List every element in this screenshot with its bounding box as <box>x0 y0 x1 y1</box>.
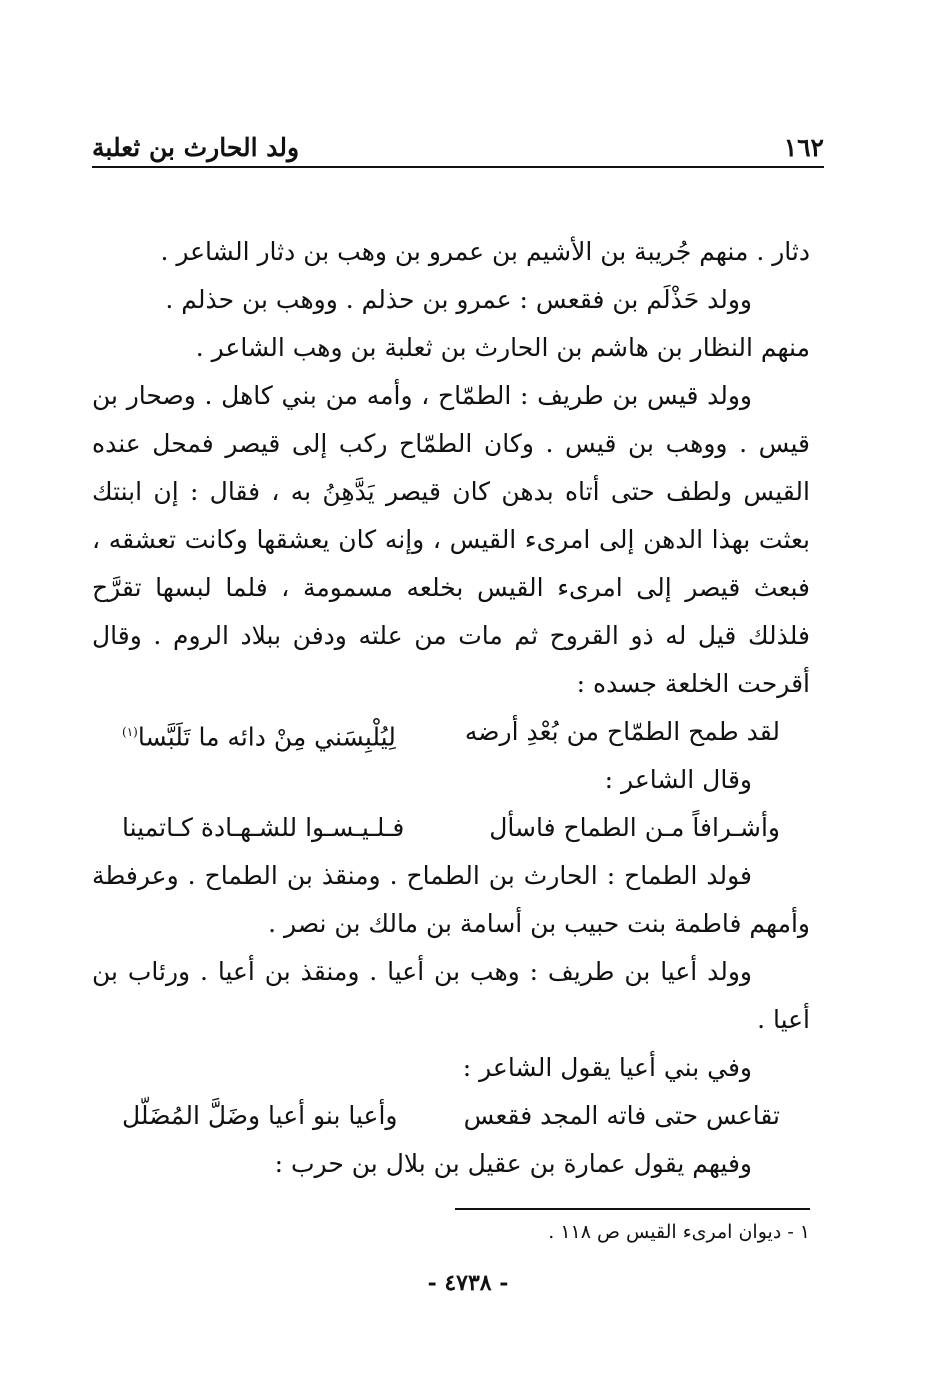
footnote: ١ - ديوان امرىء القيس ص ١١٨ . <box>548 1221 810 1243</box>
text-line: وفيهم يقول عمارة بن عقيل بن بلال بن حرب : <box>274 1149 752 1178</box>
header-divider <box>92 166 824 168</box>
text-line: بعثت بهذا الدهن إلى امرىء القيس ، وإنه كان يعشقها وكانت تعشقه ، <box>92 525 810 554</box>
verse-second-hemistich: وأعيا بنو أعيا وضَلَّ المُضَلّل <box>122 1101 398 1130</box>
text-line: فبعث قيصر إلى امرىء القيس بخلعه مسمومة ، فلما لبسها تقرَّح <box>92 573 810 602</box>
text-line: وأمهم فاطمة بنت حبيب بن أسامة بن مالك بن نصر . <box>268 909 810 938</box>
header-page-number: ١٦٢ <box>783 133 824 162</box>
text-line: وولد أعيا بن طريف : وهب بن أعيا . ومنقذ بن أعيا . ورئاب بن <box>92 957 752 986</box>
verse-second-hemistich: لِيُلْبِسَني مِنْ دائه ما تَلَبَّسا$^{(١)}$ <box>122 722 396 752</box>
verse-first-hemistich: وأشـرافاً مـن الطماح فاسأل <box>489 813 780 842</box>
text-line: وولد حَذْلَم بن فقعس : عمرو بن حذلم . ووهب بن حذلم . <box>165 285 752 314</box>
main-text <box>92 228 810 1188</box>
verse-line <box>92 804 810 852</box>
text-line: منهم النظار بن هاشم بن الحارث بن ثعلبة بن وهب الشاعر . <box>195 333 810 362</box>
verse-first-hemistich: تقاعس حتى فاته المجد فقعس <box>463 1101 780 1130</box>
footnote-divider <box>455 1208 810 1210</box>
text-line: أعيا . <box>757 1005 810 1034</box>
text-line: أقرحت الخلعة جسده : <box>576 669 810 698</box>
header-running-title: ولد الحارث بن ثعلبة <box>92 133 300 162</box>
verse-second-hemistich: فـلـيـسـوا للشـهـادة كـاتمينا <box>122 813 405 842</box>
page-header <box>92 118 824 162</box>
text-line: وولد قيس بن طريف : الطمّاح ، وأمه من بني كاهل . وصحار بن <box>92 381 752 410</box>
verse-line <box>92 1092 810 1140</box>
verse-first-hemistich: لقد طمح الطمّاح من بُعْدِ أرضه <box>464 717 780 746</box>
verse-line <box>92 708 810 756</box>
text-line: وفي بني أعيا يقول الشاعر : <box>462 1053 752 1082</box>
page-number-bottom: - ٤٧٣٨ - <box>427 1270 509 1296</box>
text-line: فولد الطماح : الحارث بن الطماح . ومنقذ بن الطماح . وعرفطة <box>92 861 752 890</box>
footnote-marker: (١) <box>122 725 138 739</box>
text-line: دثار . منهم جُريبة بن الأشيم بن عمرو بن وهب بن دثار الشاعر . <box>160 237 810 266</box>
text-line: فلذلك قيل له ذو القروح ثم مات من علته ودفن ببلاد الروم . وقال <box>92 621 810 650</box>
text-line: وقال الشاعر : <box>604 765 752 794</box>
text-line: قيس . ووهب بن قيس . وكان الطمّاح ركب إلى قيصر فمحل عنده <box>92 429 810 458</box>
text-line: القيس ولطف حتى أتاه بدهن كان قيصر يَدَّهِنُ به ، فقال : إن ابنتك <box>92 477 810 506</box>
